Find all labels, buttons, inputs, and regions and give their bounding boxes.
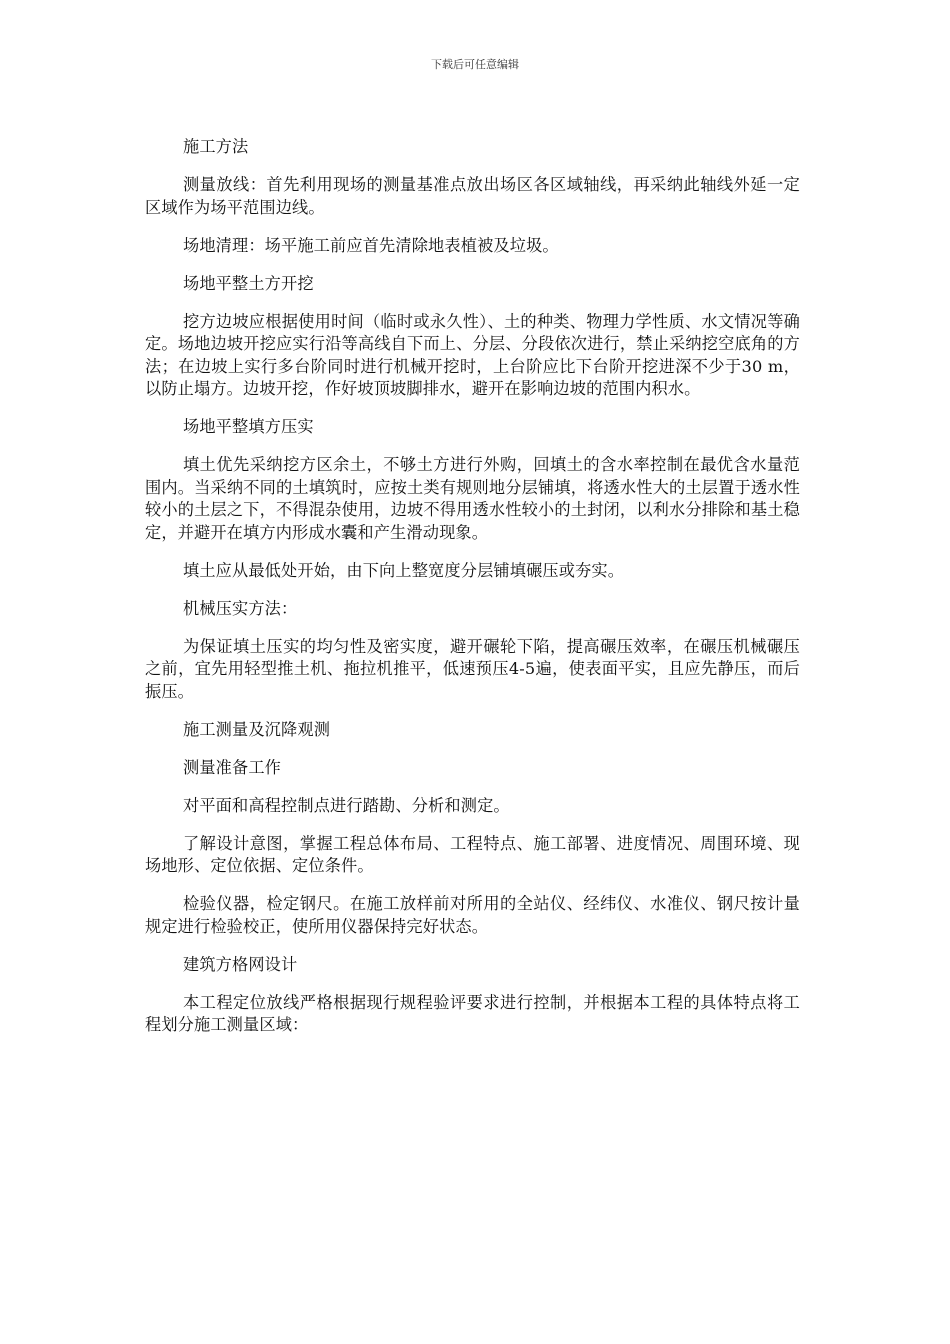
paragraph-design-intent: 了解设计意图，掌握工程总体布局、工程特点、施工部署、进度情况、周围环境、现场地形、定位依据、定位条件。 [145,833,800,875]
paragraph-compaction-procedure: 为保证填土压实的均匀性及密实度，避开碾轮下陷，提高碾压效率，在碾压机械碾压之前，宜先用轻型推土机、拖拉机推平，低速预压4-5遍，使表面平实，且应先静压，而后振压。 [145,636,800,701]
paragraph-excavation-slope: 挖方边坡应根据使用时间（临时或永久性）、土的种类、物理力学性质、水文情况等确定。场地边坡开挖应实行沿等高线自下而上、分层、分段依次进行，禁止采纳挖空底角的方法；在边坡上实行多台阶同时进行机械开挖时，上台阶应比下台阶开挖进深不少于30 m，以防止塌方。边坡开挖，作好坡顶坡脚排水，避开在影响边坡的范围内积水。 [145,311,800,398]
paragraph-site-clearing: 场地清理：场平施工前应首先清除地表植被及垃圾。 [183,235,559,255]
paragraph-survey-setout: 测量放线：首先利用现场的测量基准点放出场区各区域轴线，再采纳此轴线外延一定区域作为场平范围边线。 [145,175,800,217]
paragraph-fill-material: 填土优先采纳挖方区余土，不够土方进行外购，回填土的含水率控制在最优含水量范围内。当采纳不同的土填筑时，应按土类有规则地分层铺填，将透水性大的土层置于透水性较小的土层之下，不得混杂使用，边坡不得用透水性较小的土封闭，以利水分排除和基土稳定，并避开在填方内形成水囊和产生滑动现象。 [145,455,800,542]
section-heading-excavation: 场地平整土方开挖 [183,273,314,293]
section-heading-fill-compaction: 场地平整填方压实 [183,417,314,436]
section-heading-grid-design: 建筑方格网设计 [183,954,298,974]
paragraph-grid-layout: 本工程定位放线严格根据现行规程验评要求进行控制，并根据本工程的具体特点将工程划分施工测量区域： [145,992,800,1034]
section-heading-construction-method: 施工方法 [183,137,249,156]
section-heading-mechanical-compaction: 机械压实方法： [183,598,298,618]
section-heading-survey-settlement: 施工测量及沉降观测 [183,719,331,739]
paragraph-instrument-calibration: 检验仪器，检定钢尺。在施工放样前对所用的全站仪、经纬仪、水准仪、钢尺按计量规定进行检验校正，使所用仪器保持完好状态。 [145,894,800,936]
page-header: 下载后可任意编辑 [431,58,519,71]
paragraph-fill-order: 填土应从最低处开始，由下向上整宽度分层铺填碾压或夯实。 [183,560,625,580]
document-body [145,136,800,1052]
section-heading-survey-preparation: 测量准备工作 [183,757,282,777]
paragraph-control-points: 对平面和高程控制点进行踏勘、分析和测定。 [183,795,510,815]
